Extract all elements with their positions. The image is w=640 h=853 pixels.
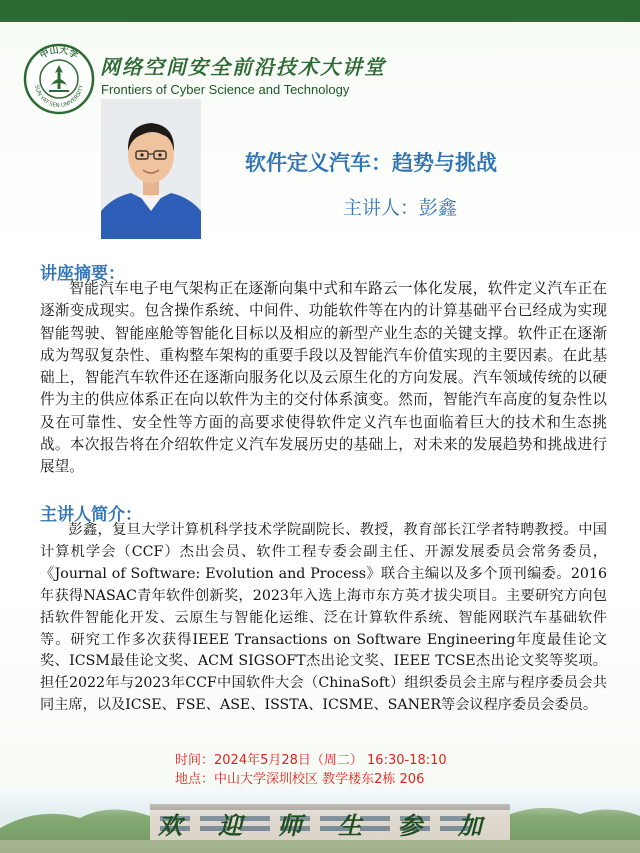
abstract-heading: 讲座摘要： [40,264,125,284]
lecture-series-subtitle: Frontiers of Cyber Science and Technology [101,82,350,97]
sysu-seal-icon [23,43,95,115]
speaker-bio-heading: 主讲人简介： [40,505,142,525]
talk-title: 软件定义汽车：趋势与挑战 [245,151,497,175]
speaker-bio-body: 彭鑫，复旦大学计算机科学技术学院副院长、教授，教育部长江学者特聘教授。中国计算机学会（CCF）杰出会员、软件工程专委会副主任、开源发展委员会常务委员，《Journal of Software: Evolution and Process》联合主编以及多个顶刊编委。2016年获得NASAC青年软件创新奖，2023年入选上海市东方英才拔尖项目。主要研究方向包括软件智能化开发、云原生与智能化运维、泛在计算软件系统、智能网联汽车基础软件等。研究工作多次获得IEEE Transactions on Software Engineering年度最佳论文奖、ICSM最佳论文奖、ACM SIGSOFT杰出论文奖、IEEE TCSE杰出论文奖等奖项。担任2022年与2023年CCF中国软件大会（ChinaSoft）组织委员会主席与程序委员会共同主席，以及ICSE、FSE、ASE、ISSTA、ICSME、SANER等会议程序委员会委员。 [40,522,607,714]
svg-text:SUN YAT-SEN UNIVERSITY: SUN YAT-SEN UNIVERSITY [33,84,85,110]
speaker-photo [101,99,201,239]
lecture-series-title: 网络空间安全前沿技术大讲堂 [100,55,386,79]
event-time: 时间：2024年5月28日（周二） 16:30-18:10 [175,753,447,768]
svg-text:中山大学: 中山大学 [38,45,80,62]
top-banner-bar [0,0,640,22]
welcome-message: 欢迎师生参加 [158,811,518,840]
abstract-body: 智能汽车电子电气架构正在逐渐向集中式和车路云一体化发展，软件定义汽车正在逐渐变成现实。包含操作系统、中间件、功能软件等在内的计算基础平台已经成为实现智能驾驶、智能座舱等智能化目标以及相应的新型产业生态的关键支撑。软件正在逐渐成为驾驭复杂性、重构整车架构的重要手段以及智能汽车价值实现的主要因素。在此基础上，智能汽车软件还在逐渐向服务化以及云原生化的方向发展。汽车领域传统的以硬件为主的供应体系正在向以软件为主的交付体系演变。然而，智能汽车高度的复杂性以及在可靠性、安全性等方面的高要求使得软件定义汽车也面临着巨大的技术和生态挑战。本次报告将在介绍软件定义汽车发展历史的基础上，对未来的发展趋势和挑战进行展望。 [40,280,607,476]
event-location: 地点：中山大学深圳校区 教学楼东2栋 206 [175,772,425,787]
speaker-portrait-icon [101,99,201,239]
speaker-name: 主讲人：彭鑫 [343,197,458,219]
event-info [175,751,515,789]
university-logo [23,43,95,115]
